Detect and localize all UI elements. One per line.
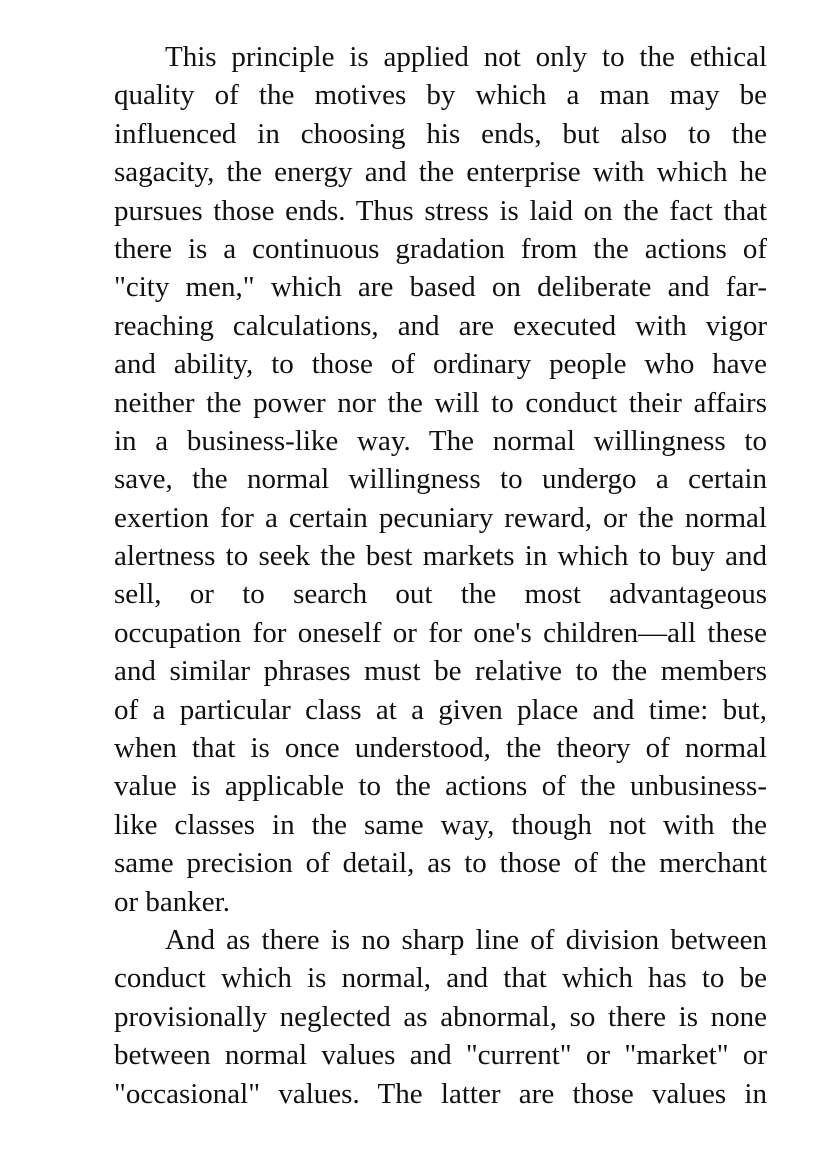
text-line: and ability, to those of ordinary people who have: [114, 348, 767, 381]
text-line: "occasional" values. The latter are those values in: [114, 1077, 767, 1110]
text-line: sell, or to search out the most advantageous: [114, 578, 767, 611]
document-page: [63, 38, 767, 1113]
text-line: between normal values and "current" or "market" or: [114, 1039, 767, 1072]
text-line: conduct which is normal, and that which has to be: [114, 962, 767, 995]
text-line: provisionally neglected as abnormal, so there is none: [114, 1000, 767, 1033]
text-line: And as there is no sharp line of division between: [165, 923, 767, 956]
text-line: same precision of detail, as to those of the merchant: [114, 847, 767, 880]
text-line: alertness to seek the best markets in which to buy and: [114, 540, 767, 573]
text-line: occupation for oneself or for one's children—all these: [114, 616, 767, 649]
text-line: quality of the motives by which a man may be: [114, 79, 767, 112]
text-line: influenced in choosing his ends, but also to the: [114, 117, 767, 150]
paragraph-2: [63, 921, 767, 1113]
text-line: like classes in the same way, though not with the: [114, 808, 767, 841]
text-line: value is applicable to the actions of the unbusiness-: [114, 770, 767, 803]
text-line: or banker.: [114, 885, 230, 918]
text-line: pursues those ends. Thus stress is laid on the fact that: [114, 194, 767, 227]
text-line: exertion for a certain pecuniary reward, or the normal: [114, 501, 767, 534]
text-line: sagacity, the energy and the enterprise with which he: [114, 156, 767, 189]
text-line: reaching calculations, and are executed with vigor: [114, 309, 767, 342]
text-line: of a particular class at a given place and time: but,: [114, 693, 767, 726]
text-line: save, the normal willingness to undergo a certain: [114, 463, 767, 496]
text-line: and similar phrases must be relative to the members: [114, 655, 767, 688]
text-line: "city men," which are based on deliberate and far-: [114, 271, 767, 304]
paragraph-1: [63, 38, 767, 921]
text-line: there is a continuous gradation from the actions of: [114, 232, 767, 265]
text-line: neither the power nor the will to conduct their affairs: [114, 386, 767, 419]
text-line: when that is once understood, the theory of normal: [114, 732, 767, 765]
text-line: in a business-like way. The normal willingness to: [114, 424, 767, 457]
text-line: This principle is applied not only to the ethical: [165, 41, 767, 73]
